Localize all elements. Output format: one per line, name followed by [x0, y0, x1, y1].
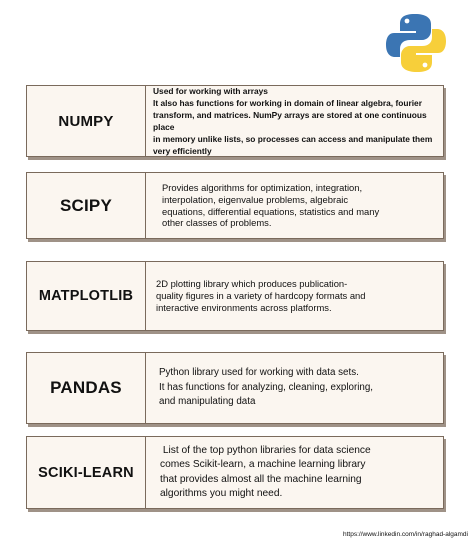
description-line: It also has functions for working in domain of linear algebra, fourier: [153, 98, 422, 108]
description-line: Provides algorithms for optimization, integration,: [162, 181, 363, 193]
description-line: and manipulating data: [159, 396, 256, 408]
library-name: SCIKI-LEARN: [27, 437, 146, 508]
description-line: that provides almost all the machine learning: [160, 473, 362, 485]
library-name: NUMPY: [27, 86, 146, 156]
library-card-scikit-learn: [26, 436, 444, 509]
library-name: PANDAS: [27, 353, 146, 423]
description-line: comes Scikit-learn, a machine learning library: [160, 459, 366, 470]
library-description: [146, 173, 443, 238]
description-line: It has functions for analyzing, cleaning, exploring,: [159, 381, 374, 393]
library-card-matplotlib: [26, 261, 444, 331]
description-line: interactive environments across platforms.: [156, 301, 332, 313]
description-line: Python library used for working with data sets.: [159, 367, 359, 379]
description-line: equations, differential equations, statistics and many: [162, 205, 380, 217]
library-card-pandas: [26, 352, 444, 424]
python-logo-icon: [385, 12, 447, 74]
library-name: SCIPY: [27, 173, 146, 238]
description-line: very efficiently: [153, 146, 212, 156]
description-line: 2D plotting library which produces publication-: [156, 278, 348, 290]
library-card-scipy: [26, 172, 444, 239]
description-line: interpolation, eigenvalue problems, algebraic: [162, 193, 349, 205]
description-line: List of the top python libraries for data science: [160, 444, 371, 456]
library-description: [146, 353, 443, 423]
description-line: transform, and matrices. NumPy arrays are stored at one continuous place: [153, 110, 427, 132]
library-description: [146, 262, 443, 330]
description-line: in memory unlike lists, so processes can access and manipulate them: [153, 134, 433, 144]
library-card-numpy: [26, 85, 444, 157]
description-line: Used for working with arrays: [153, 86, 268, 96]
library-description: [146, 437, 443, 508]
source-link[interactable]: https://www.linkedin.com/in/raghad-algamdi: [342, 531, 468, 538]
description-line: other classes of problems.: [162, 217, 272, 229]
library-name: MATPLOTLIB: [27, 262, 146, 330]
library-description: [146, 86, 443, 156]
description-line: algorithms you might need.: [160, 488, 283, 499]
description-line: quality figures in a variety of hardcopy formats and: [156, 290, 366, 302]
